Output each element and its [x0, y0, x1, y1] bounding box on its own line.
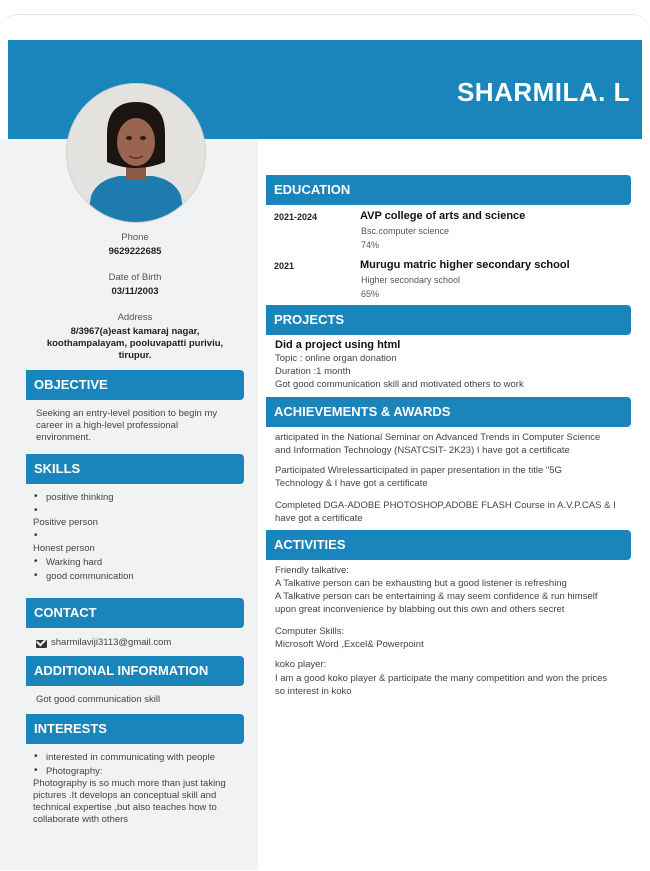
activity-line: so interest in koko	[275, 686, 352, 697]
photography-line-3: technical expertise ,but also teaches how to	[33, 802, 217, 813]
phone-value: 9629222685	[108, 246, 162, 257]
skills-heading: SKILLS	[26, 454, 244, 484]
bullet-icon: •	[34, 505, 38, 516]
achievement-line: and Information Technology (NSATCSIT- 2K23) I have got a certificate	[275, 445, 570, 456]
achievements-heading: ACHIEVEMENTS & AWARDS	[266, 397, 631, 427]
activity-line: upon great inconvenience by blabbing out this own and others secret	[275, 604, 565, 615]
interest-item: • Photography:	[46, 766, 103, 777]
project-duration: Duration :1 month	[275, 366, 351, 377]
activity-title: Friendly talkative:	[275, 565, 349, 576]
address-line-2: koothampalayam, pooluvapatti puriviu,	[46, 338, 224, 349]
achievement-line: have got a certificate	[275, 513, 363, 524]
project-topic: Topic : online organ donation	[275, 353, 397, 364]
mail-icon	[36, 640, 47, 648]
objective-heading: OBJECTIVE	[26, 370, 244, 400]
additional-info-heading: ADDITIONAL INFORMATION	[26, 656, 244, 686]
achievement-line: articipated in the National Seminar on Advanced Trends in Computer Science	[275, 432, 601, 443]
project-note: Got good communication skill and motivated others to work	[275, 379, 524, 390]
education-score: 74%	[361, 240, 380, 250]
profile-photo	[66, 83, 206, 223]
achievement-line: Participated Wirelessarticipated in paper presentation in the title "5G	[275, 465, 562, 476]
activity-line: Microsoft Word ,Excel& Powerpoint	[275, 639, 424, 650]
projects-heading: PROJECTS	[266, 305, 631, 335]
activity-line: I am a good koko player & participate the many competition and won the prices	[275, 673, 608, 684]
additional-info-text: Got good communication skill	[36, 694, 161, 705]
objective-line-3: environment.	[36, 432, 91, 443]
education-years: 2021-2024	[274, 212, 318, 222]
interest-item: • interested in communicating with people	[46, 752, 215, 763]
education-institution: AVP college of arts and science	[360, 210, 526, 222]
education-degree: Higher secondary school	[361, 275, 461, 285]
skill-item: • Warking hard	[46, 557, 102, 568]
project-title: Did a project using html	[275, 339, 401, 351]
person-photo-icon	[67, 84, 205, 222]
achievement-line: Technology & I have got a certificate	[275, 478, 428, 489]
activity-title: Computer Skills:	[275, 626, 345, 637]
skill-item: • good communication	[46, 571, 134, 582]
education-institution: Murugu matric higher secondary school	[360, 259, 570, 271]
address-line-1: 8/3967(a)east kamaraj nagar,	[70, 326, 200, 337]
interests-heading: INTERESTS	[26, 714, 244, 744]
photography-line-2: pictures .It develops an conceptual skill and	[33, 790, 217, 801]
photography-line-1: Photography is so much more than just taking	[33, 778, 226, 789]
objective-line-1: Seeking an entry-level position to begin my	[36, 408, 218, 419]
education-score: 65%	[361, 289, 380, 299]
email-link[interactable]: sharmilaviji3113@gmail.com	[51, 637, 172, 648]
candidate-name: SHARMILA. L	[456, 77, 630, 107]
activities-heading: ACTIVITIES	[266, 530, 631, 560]
bullet-icon: •	[34, 530, 38, 541]
address-line-3: tirupur.	[118, 350, 152, 361]
achievement-line: Completed DGA-ADOBE PHOTOSHOP,ADOBE FLASH Course in A.V.P.CAS & I	[275, 500, 616, 511]
activity-title: koko player:	[275, 659, 327, 670]
address-label: Address	[117, 312, 153, 323]
education-heading: EDUCATION	[266, 175, 631, 205]
activity-line: A Talkative person can be exhausting but a good listener is refreshing	[275, 578, 567, 589]
phone-label: Phone	[121, 232, 149, 243]
skill-item: Honest person	[33, 543, 95, 554]
skill-item: Positive person	[33, 517, 98, 528]
contact-heading: CONTACT	[26, 598, 244, 628]
photography-line-4: collaborate with others	[33, 814, 129, 825]
education-degree: Bsc.computer science	[361, 226, 450, 236]
objective-line-2: career in a high-level professional	[36, 420, 179, 431]
dob-label: Date of Birth	[108, 272, 162, 283]
dob-value: 03/11/2003	[111, 286, 159, 297]
education-years: 2021	[274, 261, 295, 271]
activity-line: A Talkative person can be entertaining & may seem confidence & run himself	[275, 591, 598, 602]
skill-item: • positive thinking	[46, 492, 114, 503]
